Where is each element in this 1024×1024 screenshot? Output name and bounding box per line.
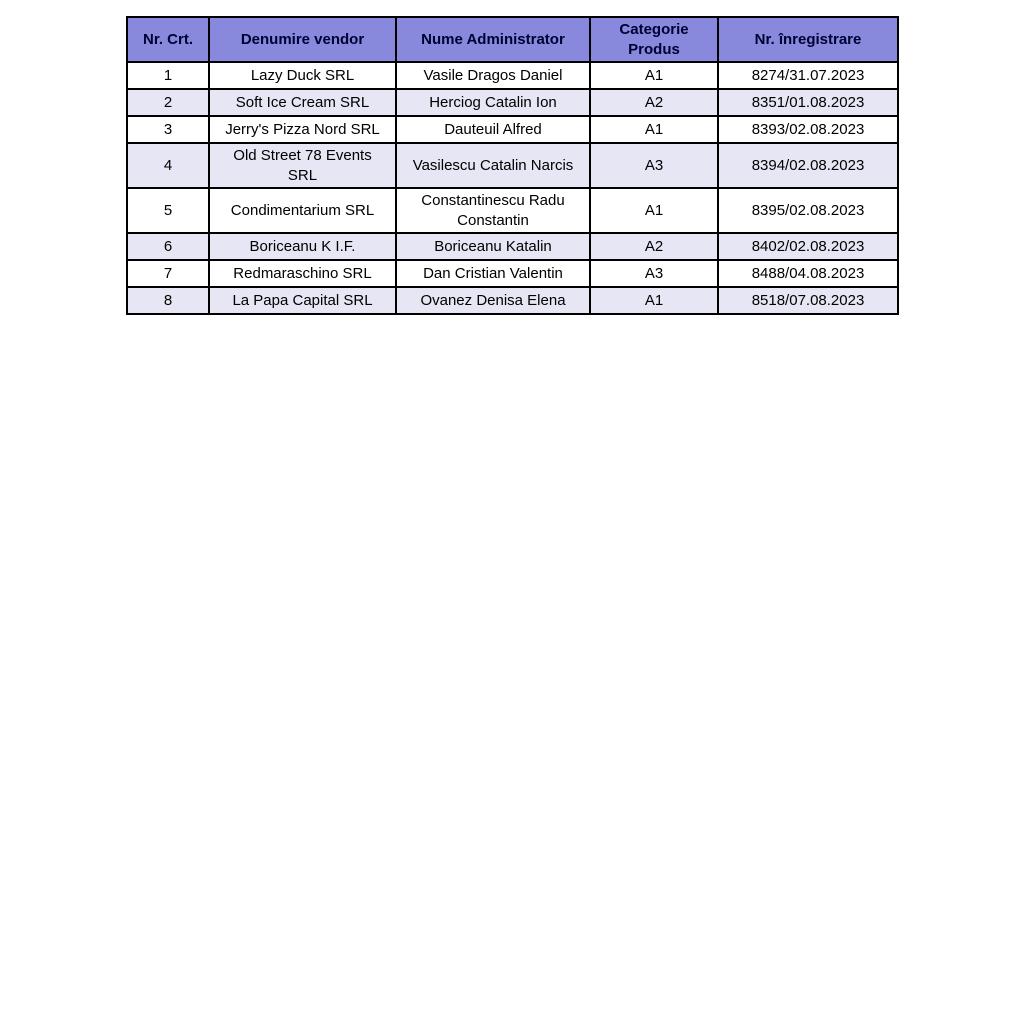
table-row <box>127 89 898 116</box>
table-cell: Old Street 78 Events SRL <box>209 143 396 188</box>
table-cell: 8 <box>127 287 209 314</box>
table-cell: 5 <box>127 188 209 233</box>
table-cell: A1 <box>590 62 718 89</box>
table-cell: La Papa Capital SRL <box>209 287 396 314</box>
table-row <box>127 287 898 314</box>
table-cell: 8395/02.08.2023 <box>718 188 898 233</box>
table-cell: Vasile Dragos Daniel <box>396 62 590 89</box>
table-cell: A3 <box>590 260 718 287</box>
table-cell: A1 <box>590 116 718 143</box>
table-cell: 2 <box>127 89 209 116</box>
table-cell: A1 <box>590 287 718 314</box>
table-cell: 6 <box>127 233 209 260</box>
table-cell: 8351/01.08.2023 <box>718 89 898 116</box>
table-cell: Boriceanu Katalin <box>396 233 590 260</box>
table-row <box>127 233 898 260</box>
table-cell: Jerry's Pizza Nord SRL <box>209 116 396 143</box>
table-cell: Redmaraschino SRL <box>209 260 396 287</box>
table-cell: 8488/04.08.2023 <box>718 260 898 287</box>
table-cell: Dan Cristian Valentin <box>396 260 590 287</box>
table-row <box>127 260 898 287</box>
table-cell: 8394/02.08.2023 <box>718 143 898 188</box>
table-cell: A2 <box>590 89 718 116</box>
table-cell: 8274/31.07.2023 <box>718 62 898 89</box>
table-cell: Condimentarium SRL <box>209 188 396 233</box>
table-body <box>127 62 898 314</box>
table-cell: A3 <box>590 143 718 188</box>
header-nr-crt: Nr. Crt. <box>127 17 209 62</box>
table-row <box>127 116 898 143</box>
header-denumire-vendor: Denumire vendor <box>209 17 396 62</box>
table-cell: 8402/02.08.2023 <box>718 233 898 260</box>
vendor-registry-table <box>126 16 899 315</box>
table-cell: Ovanez Denisa Elena <box>396 287 590 314</box>
table-cell: Soft Ice Cream SRL <box>209 89 396 116</box>
header-nume-administrator: Nume Administrator <box>396 17 590 62</box>
header-nr-inregistrare: Nr. înregistrare <box>718 17 898 62</box>
table-cell: 1 <box>127 62 209 89</box>
header-categorie-produs: Categorie Produs <box>590 17 718 62</box>
table-cell: Vasilescu Catalin Narcis <box>396 143 590 188</box>
table-cell: Dauteuil Alfred <box>396 116 590 143</box>
table-row <box>127 188 898 233</box>
table-cell: Lazy Duck SRL <box>209 62 396 89</box>
table-cell: 8518/07.08.2023 <box>718 287 898 314</box>
table-row <box>127 143 898 188</box>
table-cell: Constantinescu Radu Constantin <box>396 188 590 233</box>
table-cell: A1 <box>590 188 718 233</box>
table-cell: 7 <box>127 260 209 287</box>
table-cell: A2 <box>590 233 718 260</box>
table-header-row <box>127 17 898 62</box>
table-cell: 4 <box>127 143 209 188</box>
table-cell: 3 <box>127 116 209 143</box>
table-cell: Herciog Catalin Ion <box>396 89 590 116</box>
table-row <box>127 62 898 89</box>
table-cell: Boriceanu K I.F. <box>209 233 396 260</box>
table-cell: 8393/02.08.2023 <box>718 116 898 143</box>
